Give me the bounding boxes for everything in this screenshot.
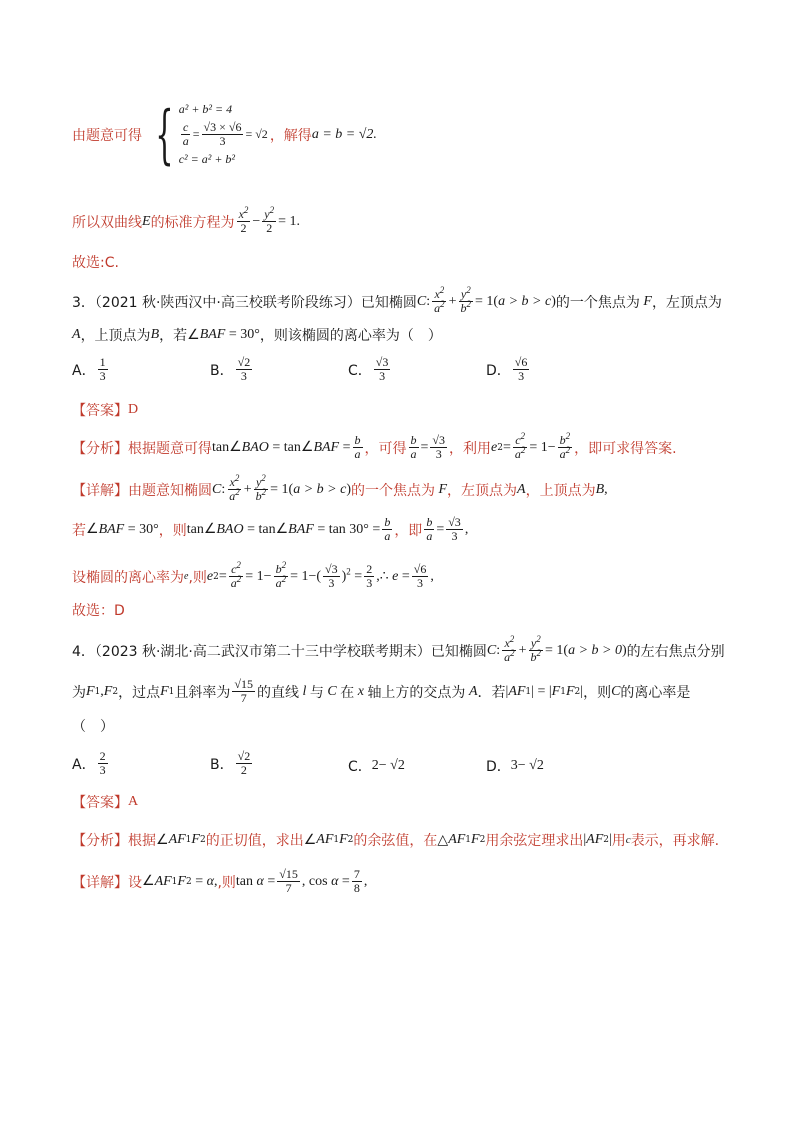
system-equation-line: 由题意可得 { a² + b² = 4 $\frac{c}{a}$ = $\frac{√3 \times √6}{3}$ = √2 c² = a² + b² ，解得 a = b = √2. [72, 97, 377, 172]
q4-line2: 为 F 1 , F 2 ，过点 F 1 且斜率为 $\frac{√15}{7}$ 的直线 l 与 C 在 x 轴上方的交点为 A ．若 | AF 1 | = | F 1 F 2 | ，则 C 的离心率是 [72, 677, 691, 705]
q4-option-d[interactable]: D． 3− √2 [486, 758, 544, 775]
q3-detail-2: 若 ∠ BAF = 30° ，则 tan∠ BAO = tan∠ BAF = tan 30° = $\frac{b}{a}$ ，即 $\frac{b}{a}$ = $\frac{√3}{3}$ , [72, 515, 469, 543]
q3-detail-3: 设椭圆的离心率为 e ,则 e 2 = $\frac{c^2}{a^2}$ = 1− $\frac{b^2}{a^2}$ = 1−( $\frac{√3}{3}$ )$^2$ = $\frac{2}{3}$ ,∴ e = $\frac{√6}{3}$ , [72, 560, 434, 590]
q3-detail-1: 【详解】 由题意知椭圆 C : $\frac{x^2}{a^2}$ + $\frac{y^2}{b^2}$ = 1( a > b > c ) 的一个焦点为 F ，左顶点为 A ，上顶点为 B , [72, 473, 608, 503]
q3-answer: 【答案】 D [72, 402, 139, 419]
q3-choose: 故选：D [72, 603, 125, 619]
choice-line: 故选:C. [72, 255, 119, 271]
q3-option-d[interactable]: D． $\frac{√6}{3}$ [486, 355, 528, 383]
result: a = b = √2. [311, 126, 377, 142]
q3-option-b[interactable]: B． $\frac{√2}{3}$ [210, 355, 251, 383]
q4-option-b[interactable]: B． $\frac{√2}{2}$ [210, 749, 251, 777]
q3-option-a[interactable]: A． $\frac{1}{3}$ [72, 355, 106, 383]
equation-system: { a² + b² = 4 $\frac{c}{a}$ = $\frac{√3 \times √6}{3}$ = √2 c² = a² + b² [155, 97, 268, 172]
q3-analysis: 【分析】 根据题意可得 tan∠ BAO = tan∠ BAF = $\frac{b}{a}$ ，可得 $\frac{b}{a}$ = $\frac{√3}{3}$ ，利用 e 2 = $\frac{c^2}{a^2}$ = 1− $\frac{b^2}{a^2}$ ，即可求得答案. [72, 431, 677, 461]
q4-option-a[interactable]: A． $\frac{2}{3}$ [72, 749, 106, 777]
q3-line1: 3．（2021 秋·陕西汉中·高三校联考阶段练习）已知椭圆 C : $\frac{x^2}{a^2}$ + $\frac{y^2}{b^2}$ = 1( a > b > c ) 的一个焦点为 F ，左顶点为 [72, 285, 722, 315]
standard-equation-line: 所以双曲线 E 的标准方程为 $\frac{x^2}{2}$ − $\frac{y^2}{2}$ = 1. [72, 205, 301, 235]
q3-option-c[interactable]: C． $\frac{√3}{3}$ [348, 355, 389, 383]
text: 由题意可得 [72, 127, 142, 144]
sys-eq-1: a² + b² = 4 [178, 102, 233, 116]
q3-line2: A ，上顶点为 B ，若 ∠ BAF = 30° ，则该椭圆的离心率为（ ） [72, 327, 442, 344]
q4-analysis: 【分析】 根据 ∠ AF 1 F 2 的正切值，求出 ∠ AF 1 F 2 的余弦值，在 △ AF 1 F 2 用余弦定理求出 | AF 2 | 用 c 表示，再求解. [72, 832, 720, 849]
q4-detail: 【详解】 设 ∠ AF 1 F 2 = α , ,则 tan α = $\frac{√15}{7}$ , cos α = $\frac{7}{8}$ , [72, 867, 368, 895]
q4-answer: 【答案】 A [72, 794, 139, 811]
q4-option-c[interactable]: C． 2− √2 [348, 758, 405, 775]
q4-line3: （ ） [72, 719, 114, 735]
q4-line1: 4．（2023 秋·湖北·高二武汉市第二十三中学校联考期末）已知椭圆 C : $\frac{x^2}{a^2}$ + $\frac{y^2}{b^2}$ = 1( a > b > 0 ) 的左右焦点分别 [72, 634, 725, 664]
sys-eq-3: c² = a² + b² [178, 152, 236, 166]
